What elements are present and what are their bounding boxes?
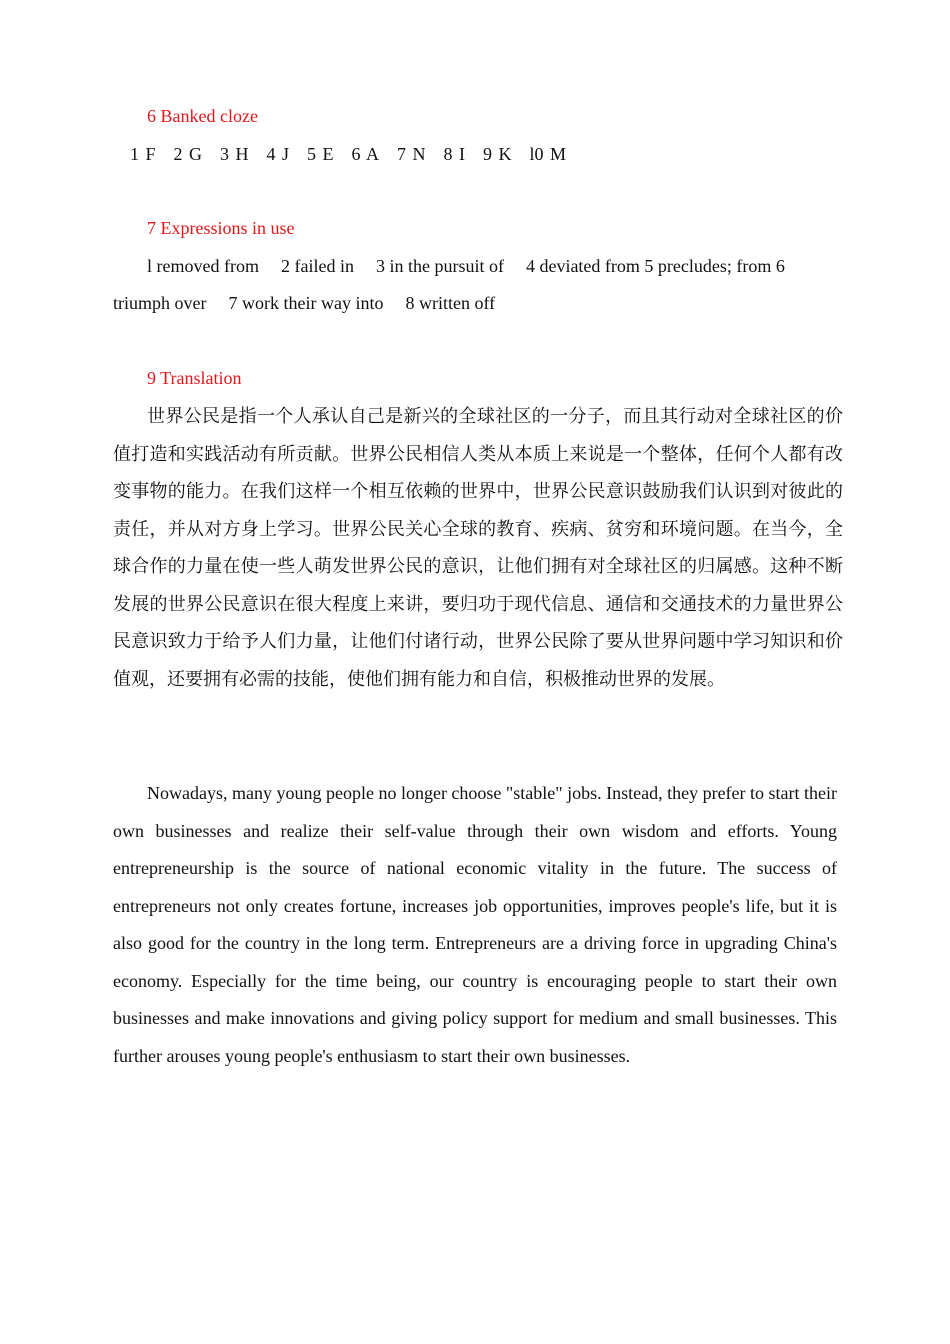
- answer-item: 1 F: [130, 144, 156, 164]
- answer-item: 2 G: [173, 144, 203, 164]
- expression-item: 4 deviated from 5 precludes; from 6: [525, 256, 785, 276]
- answer-item: 8 I: [443, 144, 466, 164]
- section-7-heading: 7 Expressions in use: [147, 218, 295, 238]
- expression-item: 7 work their way into: [228, 293, 384, 313]
- expression-item: l removed from: [147, 256, 259, 276]
- answer-item: 7 N: [397, 144, 426, 164]
- expression-item: 2 failed in: [280, 256, 354, 276]
- answer-item: 9 K: [483, 144, 512, 164]
- section-6-heading: 6 Banked cloze: [147, 106, 258, 126]
- expressions-line-1: [147, 255, 785, 277]
- expression-item: 3 in the pursuit of: [375, 256, 504, 276]
- answer-item: 3 H: [220, 144, 249, 164]
- answer-item: 4 J: [266, 144, 290, 164]
- chinese-translation-paragraph: 世界公民是指一个人承认自己是新兴的全球社区的一分子，而且其行动对全球社区的价值打造和实践活动有所贡献。世界公民相信人类从本质上来说是一个整体，任何个人都有改变事物的能力。在我们这样一个相互依赖的世界中，世界公民意识鼓励我们认识到对彼此的责任，并从对方身上学习。世界公民关心全球的教育、疾病、贫穷和环境问题。在当今，全球合作的力量在使一些人萌发世界公民的意识，让他们拥有对全球社区的归属感。这种不断发展的世界公民意识在很大程度上来讲，要归功于现代信息、通信和交通技术的力量世界公民意识致力于给予人们力量，让他们付诸行动，世界公民除了要从世界问题中学习知识和价值观，还要拥有必需的技能，使他们拥有能力和自信，积极推动世界的发展。: [113, 406, 843, 690]
- answer-item: 6 A: [351, 144, 380, 164]
- section-9-heading: 9 Translation: [147, 368, 242, 388]
- english-translation-paragraph: Nowadays, many young people no longer choose "stable" jobs. Instead, they prefer to start their own businesses and realize their self-value through their own wisdom and efforts. Young entrepreneurship is the source of national economic vitality in the future. The success of entrepreneurs not only creates fortune, increases job opportunities, improves people's life, but it is also good for the country in the long term. Entrepreneurs are a driving force in upgrading China's economy. Especially for the time being, our country is encouraging people to start their own businesses and make innovations and giving policy support for medium and small businesses. This further arouses young people's enthusiasm to start their own businesses.: [113, 783, 838, 1066]
- expression-item: 8 written off: [405, 293, 496, 313]
- answer-item: 5 E: [307, 144, 334, 164]
- expressions-line-2: [113, 292, 495, 314]
- banked-cloze-answers: [130, 143, 584, 165]
- answer-item: l0 M: [529, 144, 567, 164]
- expression-item: triumph over: [113, 293, 207, 313]
